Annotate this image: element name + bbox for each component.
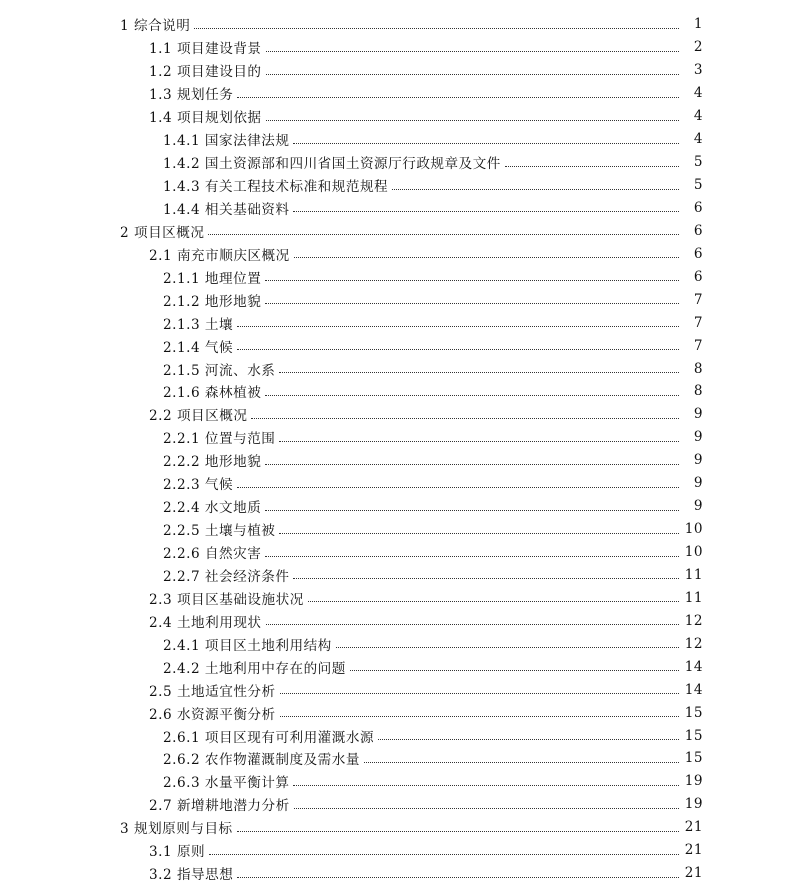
- toc-entry-page-number: 6: [693, 268, 703, 285]
- dot-leader: [280, 716, 679, 717]
- toc-entry[interactable]: [0, 586, 796, 609]
- toc-entry-page-number: 21: [684, 842, 703, 859]
- dot-leader: [279, 533, 679, 534]
- dot-leader: [237, 877, 679, 878]
- toc-entry[interactable]: [0, 816, 796, 839]
- dot-leader: [265, 510, 679, 511]
- toc-entry-title: 1.4.3 有关工程技术标准和规范规程: [163, 179, 389, 196]
- dot-leader: [293, 578, 679, 579]
- toc-entry-page-number: 7: [693, 291, 703, 308]
- dot-leader: [266, 624, 679, 625]
- toc-entry-page-number: 4: [693, 85, 703, 102]
- toc-entry[interactable]: [0, 105, 796, 128]
- toc-entry-title: 2.6 水资源平衡分析: [149, 706, 276, 723]
- dot-leader: [265, 303, 679, 304]
- toc-entry[interactable]: [0, 518, 796, 541]
- toc-entry-page-number: 8: [693, 383, 703, 400]
- dot-leader: [280, 693, 679, 694]
- toc-entry[interactable]: [0, 609, 796, 632]
- toc-entry-page-number: 15: [684, 750, 703, 767]
- toc-entry[interactable]: [0, 128, 796, 151]
- toc-entry-page-number: 9: [693, 429, 703, 446]
- toc-entry[interactable]: [0, 793, 796, 816]
- toc-entry-page-number: 11: [684, 589, 703, 606]
- toc-entry-title: 2.4 土地利用现状: [149, 614, 262, 631]
- toc-entry[interactable]: [0, 770, 796, 793]
- dot-leader: [293, 211, 679, 212]
- toc-entry-page-number: 19: [684, 773, 703, 790]
- toc-entry-page-number: 9: [693, 475, 703, 492]
- toc-entry-title: 2.2.3 气候: [163, 477, 234, 494]
- dot-leader: [279, 441, 679, 442]
- dot-leader: [266, 120, 679, 121]
- dot-leader: [237, 349, 679, 350]
- dot-leader: [237, 326, 679, 327]
- dot-leader: [279, 372, 679, 373]
- toc-entry[interactable]: [0, 36, 796, 59]
- toc-entry-title: 2.3 项目区基础设施状况: [149, 591, 304, 608]
- toc-entry-page-number: 19: [684, 796, 703, 813]
- toc-entry[interactable]: [0, 839, 796, 862]
- toc-entry[interactable]: [0, 357, 796, 380]
- toc-entry-title: 2.2.1 位置与范围: [163, 431, 276, 448]
- toc-entry-page-number: 21: [684, 865, 703, 882]
- toc-entry-title: 2.1.5 河流、水系: [163, 362, 276, 379]
- dot-leader: [378, 739, 679, 740]
- table-of-contents: [0, 13, 796, 885]
- dot-leader: [294, 257, 679, 258]
- toc-entry-page-number: 9: [693, 452, 703, 469]
- toc-entry-title: 2.2.7 社会经济条件: [163, 568, 290, 585]
- toc-entry-page-number: 9: [693, 406, 703, 423]
- toc-entry-title: 2.6.3 水量平衡计算: [163, 775, 290, 792]
- toc-entry[interactable]: [0, 655, 796, 678]
- toc-entry-title: 2.2.6 自然灾害: [163, 546, 262, 563]
- toc-entry-page-number: 21: [684, 819, 703, 836]
- toc-entry-page-number: 1: [693, 16, 703, 33]
- toc-entry[interactable]: [0, 151, 796, 174]
- toc-entry-title: 2.6.2 农作物灌溉制度及需水量: [163, 752, 360, 769]
- toc-entry-page-number: 11: [684, 566, 703, 583]
- dot-leader: [194, 28, 679, 29]
- toc-entry-title: 2.4.2 土地利用中存在的问题: [163, 660, 346, 677]
- dot-leader: [209, 854, 679, 855]
- dot-leader: [237, 831, 679, 832]
- toc-entry-page-number: 10: [684, 521, 703, 538]
- dot-leader: [266, 74, 679, 75]
- toc-entry-page-number: 14: [684, 681, 703, 698]
- toc-entry-page-number: 7: [693, 337, 703, 354]
- toc-entry[interactable]: [0, 701, 796, 724]
- toc-entry-page-number: 12: [684, 635, 703, 652]
- toc-entry[interactable]: [0, 724, 796, 747]
- toc-entry[interactable]: [0, 495, 796, 518]
- toc-entry[interactable]: [0, 242, 796, 265]
- dot-leader: [294, 808, 679, 809]
- dot-leader: [265, 280, 679, 281]
- toc-entry-title: 3.1 原则: [149, 844, 206, 861]
- dot-leader: [265, 556, 679, 557]
- toc-entry-title: 2 项目区概况: [120, 224, 205, 241]
- toc-entry-page-number: 15: [684, 704, 703, 721]
- dot-leader: [237, 97, 679, 98]
- dot-leader: [293, 785, 679, 786]
- toc-entry[interactable]: [0, 13, 796, 36]
- toc-entry[interactable]: [0, 449, 796, 472]
- toc-entry-page-number: 9: [693, 498, 703, 515]
- toc-entry[interactable]: [0, 59, 796, 82]
- toc-entry-title: 2.1.1 地理位置: [163, 270, 262, 287]
- toc-entry-page-number: 6: [693, 222, 703, 239]
- toc-entry-title: 1.1 项目建设背景: [149, 41, 262, 58]
- toc-entry-page-number: 7: [693, 314, 703, 331]
- toc-entry[interactable]: [0, 632, 796, 655]
- toc-entry[interactable]: [0, 288, 796, 311]
- toc-entry-page-number: 4: [693, 108, 703, 125]
- toc-entry-page-number: 5: [693, 154, 703, 171]
- dot-leader: [265, 395, 679, 396]
- toc-entry-title: 2.2 项目区概况: [149, 408, 248, 425]
- toc-entry-title: 2.1 南充市顺庆区概况: [149, 247, 290, 264]
- toc-entry-title: 2.2.4 水文地质: [163, 500, 262, 517]
- toc-entry-page-number: 6: [693, 245, 703, 262]
- toc-entry-title: 2.1.4 气候: [163, 339, 234, 356]
- toc-entry[interactable]: [0, 747, 796, 770]
- dot-leader: [336, 647, 679, 648]
- toc-entry[interactable]: [0, 678, 796, 701]
- toc-entry-title: 2.1.6 森林植被: [163, 385, 262, 402]
- toc-entry[interactable]: [0, 403, 796, 426]
- toc-entry-page-number: 6: [693, 199, 703, 216]
- toc-entry-title: 3.2 指导思想: [149, 867, 234, 884]
- toc-entry-title: 2.7 新增耕地潜力分析: [149, 798, 290, 815]
- toc-entry-page-number: 15: [684, 727, 703, 744]
- toc-entry-title: 1.3 规划任务: [149, 87, 234, 104]
- toc-entry[interactable]: [0, 862, 796, 885]
- toc-entry-title: 1.4.2 国土资源部和四川省国土资源厅行政规章及文件: [163, 156, 501, 173]
- toc-entry-title: 2.6.1 项目区现有可利用灌溉水源: [163, 729, 375, 746]
- toc-entry[interactable]: [0, 265, 796, 288]
- toc-entry-page-number: 2: [693, 39, 703, 56]
- toc-entry-title: 2.1.3 土壤: [163, 316, 234, 333]
- dot-leader: [251, 418, 679, 419]
- dot-leader: [308, 601, 679, 602]
- dot-leader: [364, 762, 679, 763]
- toc-entry-page-number: 8: [693, 360, 703, 377]
- toc-entry-title: 1.4.4 相关基础资料: [163, 201, 290, 218]
- toc-entry-title: 1.4.1 国家法律法规: [163, 133, 290, 150]
- toc-entry-title: 2.1.2 地形地貌: [163, 293, 262, 310]
- dot-leader: [265, 464, 679, 465]
- toc-entry-page-number: 4: [693, 131, 703, 148]
- dot-leader: [392, 189, 679, 190]
- toc-entry-page-number: 14: [684, 658, 703, 675]
- toc-entry-page-number: 12: [684, 612, 703, 629]
- toc-entry-title: 2.5 土地适宜性分析: [149, 683, 276, 700]
- toc-entry-title: 2.4.1 项目区土地利用结构: [163, 637, 332, 654]
- dot-leader: [505, 166, 679, 167]
- toc-entry-title: 1 综合说明: [120, 18, 191, 35]
- toc-entry[interactable]: [0, 219, 796, 242]
- toc-entry[interactable]: [0, 334, 796, 357]
- toc-entry[interactable]: [0, 311, 796, 334]
- toc-entry-title: 2.2.2 地形地貌: [163, 454, 262, 471]
- toc-entry[interactable]: [0, 541, 796, 564]
- toc-entry[interactable]: [0, 472, 796, 495]
- toc-entry[interactable]: [0, 564, 796, 587]
- dot-leader: [237, 487, 679, 488]
- toc-entry[interactable]: [0, 380, 796, 403]
- toc-entry[interactable]: [0, 82, 796, 105]
- toc-entry-title: 1.2 项目建设目的: [149, 64, 262, 81]
- dot-leader: [293, 143, 679, 144]
- toc-entry[interactable]: [0, 174, 796, 197]
- dot-leader: [350, 670, 679, 671]
- dot-leader: [266, 51, 679, 52]
- toc-entry-title: 2.2.5 土壤与植被: [163, 523, 276, 540]
- toc-entry-page-number: 5: [693, 177, 703, 194]
- toc-entry-title: 3 规划原则与目标: [120, 821, 233, 838]
- toc-entry[interactable]: [0, 426, 796, 449]
- toc-entry-title: 1.4 项目规划依据: [149, 110, 262, 127]
- toc-entry-page-number: 10: [684, 544, 703, 561]
- toc-entry-page-number: 3: [693, 62, 703, 79]
- dot-leader: [208, 234, 679, 235]
- toc-entry[interactable]: [0, 197, 796, 220]
